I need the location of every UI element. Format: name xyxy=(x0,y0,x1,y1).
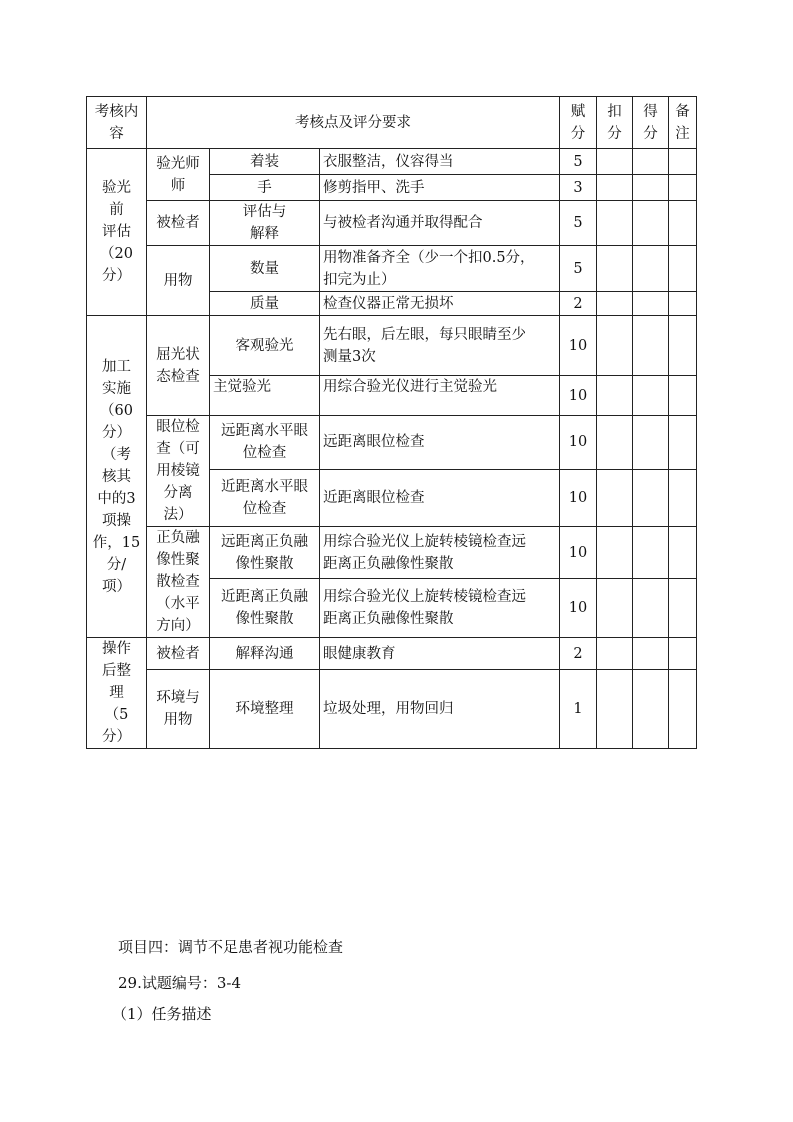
deduct-score xyxy=(597,246,633,292)
item-name: 手 xyxy=(210,175,320,201)
table-row xyxy=(87,416,697,470)
remark xyxy=(669,292,697,316)
item-description: 与被检者沟通并取得配合 xyxy=(320,201,560,246)
item-name: 评估与 解释 xyxy=(210,201,320,246)
assigned-score: 10 xyxy=(560,469,597,526)
deduct-score xyxy=(597,670,633,749)
table-row xyxy=(87,638,697,670)
assigned-score: 10 xyxy=(560,316,597,376)
item-name: 数量 xyxy=(210,246,320,292)
item-description: 近距离眼位检查 xyxy=(320,469,560,526)
item-description: 眼健康教育 xyxy=(320,638,560,670)
assigned-score: 2 xyxy=(560,292,597,316)
assigned-score: 10 xyxy=(560,416,597,470)
item-description: 用综合验光仪上旋转棱镜检查远 距离正负融像性聚散 xyxy=(320,527,560,579)
item-name: 近距离正负融 像性聚散 xyxy=(210,579,320,638)
item-name: 着装 xyxy=(210,149,320,175)
header-assigned-score: 赋 分 xyxy=(560,97,597,149)
item-name: 环境整理 xyxy=(210,670,320,749)
got-score xyxy=(633,201,669,246)
table-row xyxy=(87,149,697,175)
item-description: 用物准备齐全（少一个扣0.5分， 扣完为止） xyxy=(320,246,560,292)
group-name: 用物 xyxy=(147,246,210,316)
item-name: 质量 xyxy=(210,292,320,316)
assigned-score: 5 xyxy=(560,201,597,246)
group-name: 正负融 像性聚 散检查 （水平 方向） xyxy=(147,527,210,638)
item-description: 用综合验光仪上旋转棱镜检查远 距离正负融像性聚散 xyxy=(320,579,560,638)
group-name: 环境与 用物 xyxy=(147,670,210,749)
assigned-score: 10 xyxy=(560,579,597,638)
deduct-score xyxy=(597,416,633,470)
deduct-score xyxy=(597,376,633,416)
group-name: 被检者 xyxy=(147,201,210,246)
item-description: 衣服整洁，仪容得当 xyxy=(320,149,560,175)
item-description: 用综合验光仪进行主觉验光 xyxy=(320,376,560,416)
remark xyxy=(669,527,697,579)
item-name: 远距离水平眼 位检查 xyxy=(210,416,320,470)
table-row xyxy=(87,316,697,376)
header-deduct-score: 扣 分 xyxy=(597,97,633,149)
got-score xyxy=(633,527,669,579)
item-name: 主觉验光 xyxy=(210,376,320,416)
remark xyxy=(669,246,697,292)
deduct-score xyxy=(597,149,633,175)
section-title: 加工 实施 （60 分） （考 核其 中的3 项操 作，15 分/ 项） xyxy=(87,316,147,638)
remark xyxy=(669,579,697,638)
assigned-score: 5 xyxy=(560,149,597,175)
item-description: 垃圾处理，用物回归 xyxy=(320,670,560,749)
header-got-score: 得 分 xyxy=(633,97,669,149)
got-score xyxy=(633,469,669,526)
question-number: 29.试题编号：3-4 xyxy=(118,974,242,992)
got-score xyxy=(633,149,669,175)
section-title: 操作 后整 理 （5 分） xyxy=(87,638,147,749)
remark xyxy=(669,316,697,376)
table-row xyxy=(87,527,697,579)
task-description-heading: （1）任务描述 xyxy=(112,1005,212,1023)
remark xyxy=(669,175,697,201)
assigned-score: 10 xyxy=(560,376,597,416)
got-score xyxy=(633,638,669,670)
header-points: 考核点及评分要求 xyxy=(147,97,560,149)
section-title: 验光 前 评估 （20 分） xyxy=(87,149,147,316)
got-score xyxy=(633,316,669,376)
project-title: 项目四：调节不足患者视功能检查 xyxy=(118,938,344,956)
remark xyxy=(669,376,697,416)
deduct-score xyxy=(597,175,633,201)
remark xyxy=(669,416,697,470)
got-score xyxy=(633,292,669,316)
group-name: 被检者 xyxy=(147,638,210,670)
got-score xyxy=(633,246,669,292)
item-name: 远距离正负融 像性聚散 xyxy=(210,527,320,579)
item-description: 远距离眼位检查 xyxy=(320,416,560,470)
got-score xyxy=(633,376,669,416)
got-score xyxy=(633,416,669,470)
table-row xyxy=(87,246,697,292)
group-name: 眼位检 查（可 用棱镜 分离 法） xyxy=(147,416,210,527)
deduct-score xyxy=(597,292,633,316)
assigned-score: 3 xyxy=(560,175,597,201)
assigned-score: 5 xyxy=(560,246,597,292)
header-row xyxy=(87,97,697,149)
deduct-score xyxy=(597,201,633,246)
got-score xyxy=(633,670,669,749)
remark xyxy=(669,469,697,526)
remark xyxy=(669,149,697,175)
deduct-score xyxy=(597,316,633,376)
group-name: 屈光状 态检查 xyxy=(147,316,210,416)
assigned-score: 1 xyxy=(560,670,597,749)
assigned-score: 2 xyxy=(560,638,597,670)
deduct-score xyxy=(597,469,633,526)
item-name: 客观验光 xyxy=(210,316,320,376)
header-content: 考核内容 xyxy=(87,97,147,149)
item-description: 先右眼，后左眼，每只眼睛至少 测量3次 xyxy=(320,316,560,376)
item-name: 近距离水平眼 位检查 xyxy=(210,469,320,526)
item-name: 解释沟通 xyxy=(210,638,320,670)
deduct-score xyxy=(597,638,633,670)
got-score xyxy=(633,175,669,201)
item-description: 修剪指甲、洗手 xyxy=(320,175,560,201)
remark xyxy=(669,638,697,670)
remark xyxy=(669,201,697,246)
remark xyxy=(669,670,697,749)
assigned-score: 10 xyxy=(560,527,597,579)
table-row xyxy=(87,670,697,749)
deduct-score xyxy=(597,579,633,638)
assessment-table xyxy=(86,96,697,749)
got-score xyxy=(633,579,669,638)
table-row xyxy=(87,201,697,246)
header-remark: 备 注 xyxy=(669,97,697,149)
deduct-score xyxy=(597,527,633,579)
item-description: 检查仪器正常无损坏 xyxy=(320,292,560,316)
group-name: 验光师 师 xyxy=(147,149,210,201)
